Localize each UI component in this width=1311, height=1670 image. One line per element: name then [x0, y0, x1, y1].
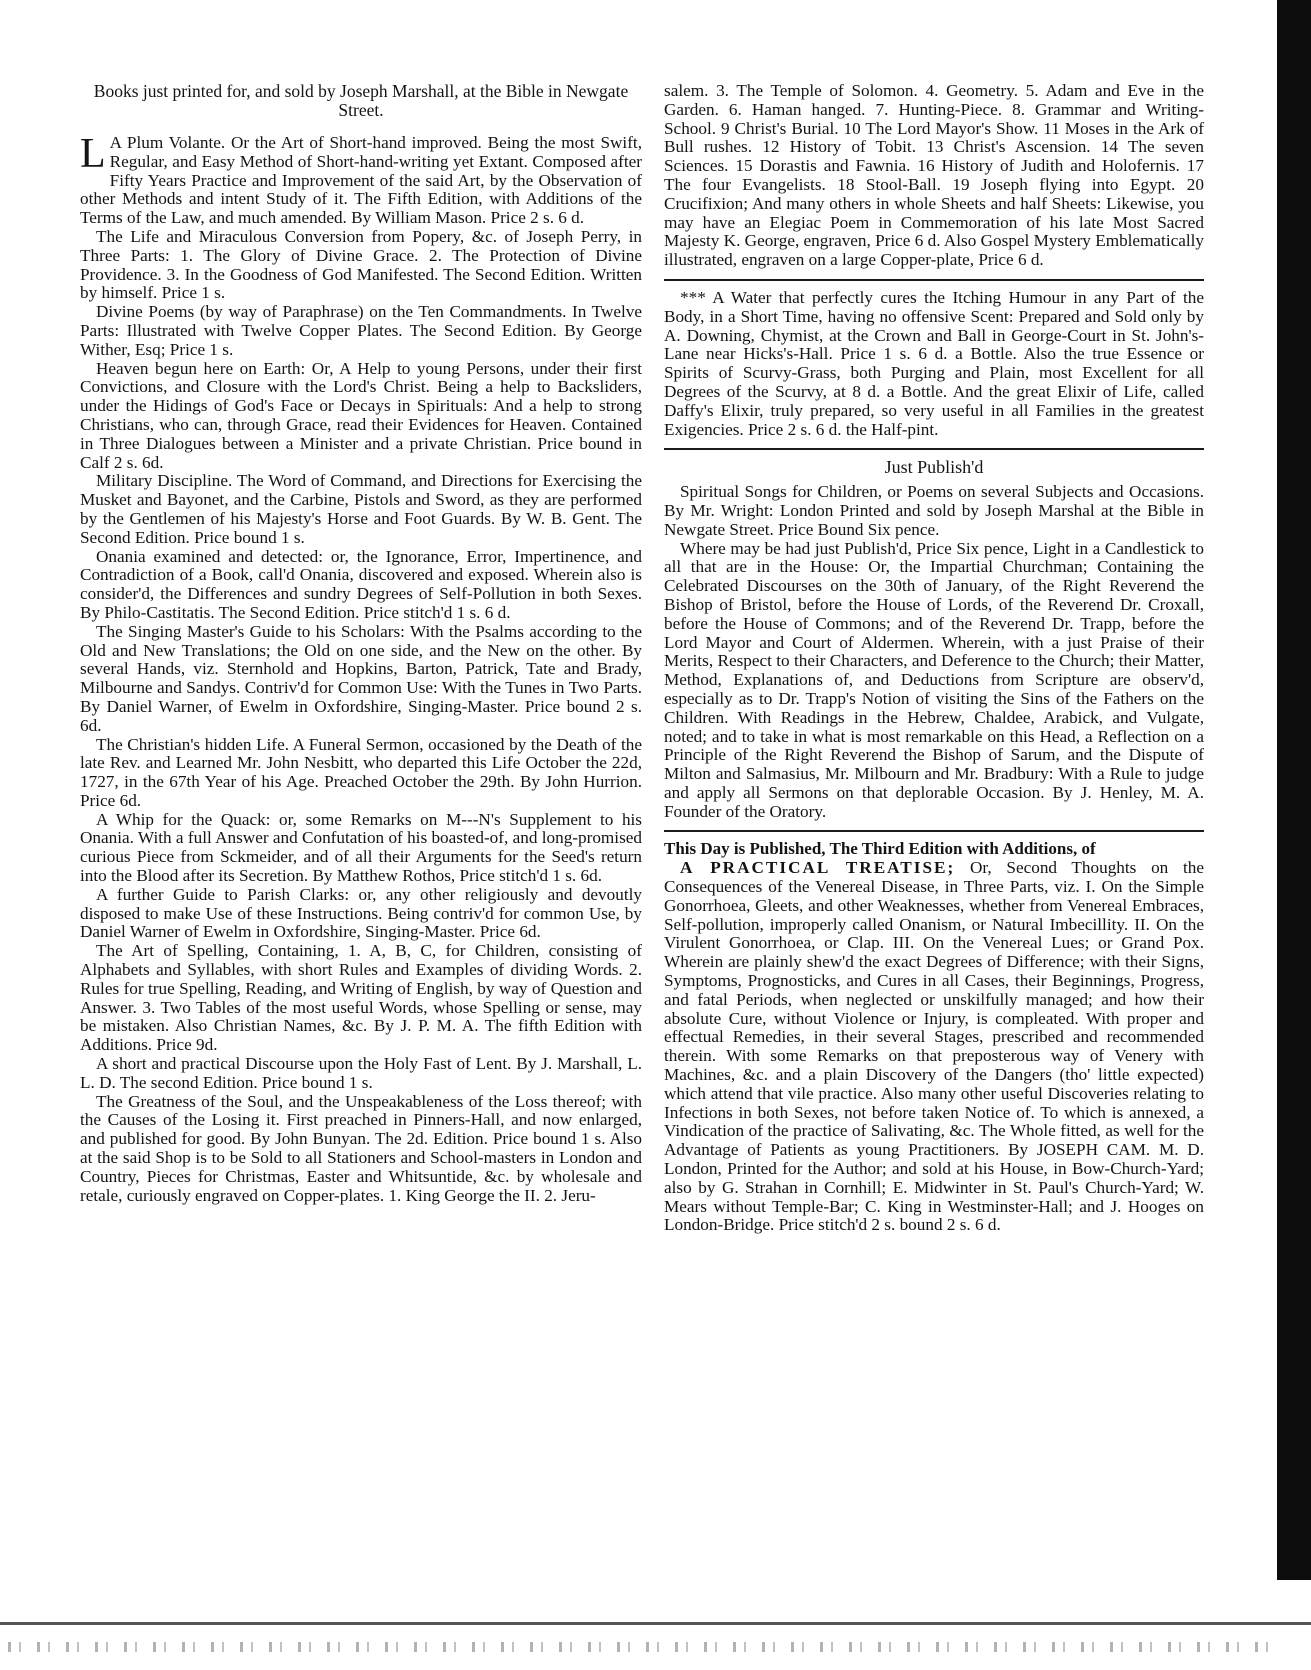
advert-paragraph: A further Guide to Parish Clarks: or, any other religiously and devoutly disposed to make Use of these Instructions. Being contriv'd for common Use, by Daniel Warner of Ewelm in Oxfordshire, Singing-Master. Price 6d. — [80, 884, 642, 942]
treatise-title: A PRACTICAL TREATISE; — [680, 858, 956, 878]
advert-paragraph: The Christian's hidden Life. A Funeral Sermon, occasioned by the Death of the late Rev. and Learned Mr. John Nesbitt, who departed this Life October the 22d, 1727, in the 67th Year of his Age. Preached October the 29th. By John Hurrion. Price 6d. — [80, 734, 642, 810]
advert-paragraph: Heaven begun here on Earth: Or, A Help to young Persons, under their first Convictions, and Closure with the Lord's Christ. Being a help to Backsliders, under the Hidings of God's Face or Decays in Spirituals: And a help to strong Christians, who can, through Grace, read their Evidences for Heaven. Contained in Three Dialogues between a Minister and a private Christian. Price bound in Calf 2 s. 6d. — [80, 358, 642, 472]
advert-paragraph: Military Discipline. The Word of Command, and Directions for Exercising the Musket and Bayonet, and the Carbine, Pistols and Sword, as they are performed by the Gentlemen of his Majesty's Horse and Foot Guards. By W. B. Gent. The Second Edition. Price bound 1 s. — [80, 471, 642, 547]
section-divider — [664, 830, 1204, 832]
section-divider — [664, 279, 1204, 281]
third-edition-announcement: This Day is Published, The Third Edition with Additions, of — [664, 839, 1096, 859]
advert-paragraph: The Singing Master's Guide to his Scholars: With the Psalms according to the Old and New Translations; the Old on one side, and the New on the other. By several Hands, viz. Sternhold and Hopkins, Barton, Patrick, Tate and Brady, Milbourne and Sandys. Contriv'd for Common Use: With the Tunes in Two Parts. By Daniel Warner, of Ewelm in Oxfordshire, Singing-Master. Price bound 2 s. 6d. — [80, 621, 642, 735]
advert-paragraph: The Greatness of the Soul, and the Unspeakableness of the Loss thereof; with the Causes of the Losing it. First preached in Pinners-Hall, and now enlarged, and published for good. By John Bunyan. The 2d. Edition. Price bound 1 s. Also at the said Shop is to be Sold to all Stationers and School-masters in London and Country, Pieces for Christmas, Easter and Whitsuntide, &c. by wholesale and retale, curiously engraved on Copper-plates. 1. King George the II. 2. Jeru- — [80, 1091, 642, 1205]
advert-paragraph: A short and practical Discourse upon the Holy Fast of Lent. By J. Marshall, L. L. D. The second Edition. Price bound 1 s. — [80, 1054, 642, 1092]
page-bottom-rule — [0, 1622, 1311, 1625]
advert-paragraph: Onania examined and detected: or, the Ignorance, Error, Impertinence, and Contradiction of a Book, call'd Onania, discovered and exposed. Wherein also is consider'd, the Differences and sundry Degrees of Self-Pollution in both Sexes. By Philo-Castitatis. The Second Edition. Price stitch'd 1 s. 6 d. — [80, 546, 642, 622]
continued-paragraph: salem. 3. The Temple of Solomon. 4. Geometry. 5. Adam and Eve in the Garden. 6. Haman hanged. 7. Hunting-Piece. 8. Grammar and Writing-School. 9 Christ's Burial. 10 The Lord Mayor's Show. 11 Moses in the Ark of Bull rushes. 12 History of Tobit. 13 Christ's Ascension. 14 The seven Sciences. 15 Dorastis and Fawnia. 16 History of Judith and Holofernis. 17 The four Evangelists. 18 Stool-Ball. 19 Joseph flying into Egypt. 20 Crucifixion; And many others in whole Sheets and half Sheets: Likewise, you may have an Elegiac Poem in Commemoration of his late Most Sacred Majesty K. George, engraven, Price 6 d. Also Gospel Mystery Emblematically illustrated, engraven on a large Copper-plate, Price 6 d. — [664, 81, 1205, 270]
advert-paragraph: Divine Poems (by way of Paraphrase) on the Ten Commandments. In Twelve Parts: Illustrated with Twelve Copper Plates. The Second Edition. By George Wither, Esq; Price 1 s. — [80, 302, 642, 359]
scan-edge-shadow — [1277, 0, 1311, 1580]
treatise-body: Or, Second Thoughts on the Consequences of the Venereal Disease, in Three Parts, viz. I. On the Simple Gonorrhoea, Gleets, and other Weaknesses, whether from Venereal Embraces, Self-pollution, improperly called Onanism, or Natural Imbecillity. II. On the Virulent Gonorrhoea, or Clap. III. On the Venereal Lues; or Grand Pox. Wherein are plainly shew'd the exact Degrees of Difference; with their Signs, Symptoms, Prognosticks, and Cures in all Cases, their Beginnings, Progress, and fatal Periods, when neglected or unskilfully managed; and how their absolute Cure, without Violence or Injury, is compleated. With proper and effectual Remedies, in their several Stages, prescribed and recommended therein. With some Remarks on that preposterous way of Venery with Machines, &c. and a plain Discovery of the Dangers (tho' little expected) which attend that vile practice. Also many other useful Discoveries relating to Infections in both Sexes, not before taken Notice of. To which is annexed, a Vindication of the practice of Salivating, &c. The Whole fitted, as well for the Advantage of Patients as young Practitioners. By JOSEPH CAM. M. D. London, Printed for the Author; and sold at his House, in Bow-Church-Yard; also by G. Strahan in Cornhill; E. Midwinter in St. Paul's Church-Yard; W. Mears without Temple-Bar; C. King in Westminster-Hall; and J. Hooges on London-Bridge. Price stitch'd 2 s. bound 2 s. 6 d. — [664, 858, 1205, 1235]
just-published-title: Just Publish'd — [884, 457, 984, 478]
advert-paragraph: LA Plum Volante. Or the Art of Short-hand improved. Being the most Swift, Regular, and Easy Method of Short-hand-writing yet Extant. Composed after Fifty Years Practice and Improvement of the said Art, by the Observation of other Methods and intent Study of it. The Fifth Edition, with Additions of the Terms of the Law, and much amended. By William Mason. Price 2 s. 6 d. — [80, 131, 642, 228]
just-published-paragraph: Spiritual Songs for Children, or Poems on several Subjects and Occasions. By Mr. Wright: London Printed and sold by Joseph Marshal at the Bible in Newgate Street. Price Bound Six pence. — [664, 482, 1204, 539]
advert-heading: Books just printed for, and sold by Joseph Marshall, at the Bible in Newgate Street. — [93, 81, 629, 120]
right-column — [664, 82, 1204, 1235]
just-published-paragraph: Where may be had just Publish'd, Price Six pence, Light in a Candlestick to all that are in the House: Or, the Impartial Churchman; Containing the Celebrated Discourses on the 30th of January, of the Right Reverend the Bishop of Bristol, before the House of Lords, of the Reverend Dr. Croxall, before the House of Commons; and of the Reverend Dr. Trapp, before the Lord Mayor and Court of Aldermen. Wherein, with a just Praise of their Merits, Respect to their Characters, and Deference to the Church; their Matter, Method, Explanations of, and Deductions from Scripture are observ'd, especially as to Dr. Trapp's Notion of visiting the Sins of the Fathers on the Children. With Readings in the Hebrew, Chaldee, Arabick, and Vulgate, noted; and to take in what is most remarkable on this Head, a Reflection on a Principle of the Right Reverend the Bishop of Sarum, and the Dispute of Milton and Salmasius, Mr. Milbourn and Mr. Bradbury: With a Rule to judge and apply all Sermons on that deplorable Occasion. By J. Henley, M. A. Founder of the Oratory. — [664, 538, 1204, 821]
left-column — [80, 82, 642, 1205]
treatise-paragraph — [664, 859, 1204, 1235]
advert-paragraph: The Life and Miraculous Conversion from Popery, &c. of Joseph Perry, in Three Parts: 1. The Glory of Divine Grace. 2. The Protection of Divine Providence. 3. In the Goodness of God Manifested. The Second Edition. Written by himself. Price 1 s. — [80, 226, 642, 303]
advert-paragraph: The Art of Spelling, Containing, 1. A, B, C, for Children, consisting of Alphabets and Syllables, with short Rules and Examples of dividing Words. 2. Rules for true Spelling, Reading, and Writing of English, by way of Question and Answer. 3. Two Tables of the most useful Words, whose Spelling or sense, may be mistaken. Also Christian Names, &c. By J. P. M. A. The fifth Edition with Additions. Price 9d. — [80, 941, 642, 1055]
section-divider — [664, 448, 1204, 450]
water-advert: *** A Water that perfectly cures the Itching Humour in any Part of the Body, in a Short Time, having no offensive Scent: Prepared and Sold only by A. Downing, Chymist, at the Crown and Ball in George-Court in St. John's-Lane near Hicks's-Hall. Price 1 s. 6 d. a Bottle. Also the true Essence or Spirits of Scurvy-Grass, both Purging and Plain, most Excellent for all Degrees of the Scurvy, at 8 d. a Bottle. And the great Elixir of Life, called Daffy's Elixir, truly prepared, so very useful in all Families in the greatest Exigencies. Price 2 s. 6 d. the Half-pint. — [664, 287, 1204, 439]
advert-paragraph: A Whip for the Quack: or, some Remarks on M---N's Supplement to his Onania. With a full Answer and Confutation of his boasted-of, and long-promised curious Piece from Sckmeider, and of all their Arguments for the Seed's return into the Blood after its Secretion. By Matthew Rothos, Price stitch'd 1 s. 6d. — [80, 809, 642, 886]
scan-noise — [8, 1642, 1278, 1652]
